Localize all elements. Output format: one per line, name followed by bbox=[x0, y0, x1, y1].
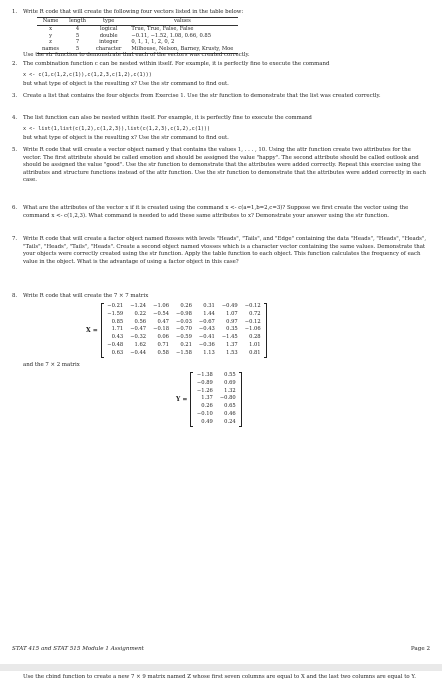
table-cell: y bbox=[49, 32, 53, 39]
matrix-cell: −1.24 bbox=[130, 303, 147, 309]
matrix-cell: 0.71 bbox=[157, 341, 169, 348]
question-number: 7. bbox=[12, 236, 18, 242]
matrix-cell: 1.07 bbox=[226, 310, 238, 317]
matrix-cell: 0.81 bbox=[249, 349, 261, 356]
right-bracket bbox=[239, 372, 242, 427]
table-cell: 7 bbox=[75, 39, 80, 46]
page-footer bbox=[12, 646, 430, 652]
matrix-cell: −1.06 bbox=[153, 303, 169, 309]
table-cell: names bbox=[37, 46, 64, 53]
matrix-y bbox=[176, 372, 242, 427]
question-4 bbox=[12, 115, 428, 143]
matrix-cell: 0.85 bbox=[111, 318, 124, 325]
matrix-cell: 0.43 bbox=[111, 334, 124, 341]
question-text: The list function can also be nested within itself. For example, it is perfectly fine to execute the command bbox=[23, 115, 312, 121]
question-number: 2. bbox=[12, 61, 18, 67]
matrix-row bbox=[193, 395, 239, 403]
matrix-x bbox=[86, 303, 267, 358]
question-1 bbox=[12, 9, 428, 17]
question-number: 1. bbox=[12, 9, 18, 15]
vector-table bbox=[37, 17, 238, 54]
question-number: 8. bbox=[12, 293, 18, 299]
matrix-cell: 0.47 bbox=[157, 318, 169, 325]
matrix-cell: −0.98 bbox=[176, 310, 192, 317]
matrix-cell: 1.32 bbox=[224, 387, 236, 394]
matrix-cell: −1.58 bbox=[176, 349, 192, 356]
code-snippet: x <- c(1,c(1,2,c(1)),c(1,2,3,c(1,2),c(1))) bbox=[23, 71, 152, 78]
question-8 bbox=[12, 293, 428, 301]
question-text: Write R code that will create the following four vectors listed in the table below: bbox=[23, 9, 244, 15]
question-text: Create a list that contains the four objects from Exercise 1. Use the str function to demonstrate that the list was created correctly. bbox=[23, 93, 381, 99]
page-2 bbox=[0, 671, 442, 700]
table-cell: integer bbox=[99, 39, 119, 46]
matrix-cell: 1.44 bbox=[203, 310, 215, 317]
table-cell: z bbox=[49, 39, 52, 46]
matrix-cell: −0.80 bbox=[219, 395, 236, 402]
matrix-row bbox=[104, 319, 264, 327]
matrix-cell: −1.59 bbox=[107, 310, 124, 317]
matrix-cell: −0.32 bbox=[130, 334, 147, 341]
table-cell: Milhouse, Nelson, Barney, Krusty, Moe bbox=[126, 46, 238, 53]
matrix-cell: 0.65 bbox=[224, 403, 236, 410]
table-cell: 5 bbox=[64, 46, 91, 53]
question-8-y-intro bbox=[12, 362, 428, 370]
matrix-row bbox=[193, 380, 239, 388]
table-row bbox=[37, 33, 238, 40]
matrix-cell: 0.49 bbox=[201, 418, 213, 425]
matrix-row bbox=[193, 411, 239, 419]
table-header-row bbox=[37, 18, 238, 26]
matrix-cell: 0.55 bbox=[224, 372, 236, 378]
matrix-cell: −0.67 bbox=[198, 318, 215, 325]
question-number: 4. bbox=[12, 115, 18, 121]
question-number: 5. bbox=[12, 147, 18, 153]
question-text: Write R code that will create a factor object named ftosses with levels "Heads", "Tails", and "Edge" containing the data "Heads", "Heads", "Heads", "Tails", "Heads", "Tails", "Heads". Create a second object named vtosses which is a character vector containing the same values. Demonstrate that your objects were correctly created using the str function. Apply the table function to each object. This function calculates the frequency of each value in the object. What is the advantage of using a factor object in this case? bbox=[23, 236, 427, 265]
right-bracket bbox=[264, 303, 267, 358]
question-text: but what type of object is the resulting x? Use the str command to find out. bbox=[23, 135, 229, 142]
matrix-row bbox=[104, 342, 264, 350]
matrix-cell: 0.56 bbox=[134, 318, 147, 325]
table-cell: logical bbox=[99, 25, 118, 32]
matrix-row bbox=[104, 311, 264, 319]
matrix-cell: −0.12 bbox=[244, 318, 261, 325]
question-9 bbox=[12, 674, 428, 682]
matrix-row bbox=[104, 334, 264, 342]
matrix-cell: 0.63 bbox=[111, 349, 124, 356]
table-row bbox=[37, 25, 238, 32]
footer-page-number: Page 2 bbox=[410, 646, 430, 652]
matrix-cell: 1.62 bbox=[134, 341, 147, 348]
table-cell: 5 bbox=[75, 32, 80, 39]
question-number: 3. bbox=[12, 93, 18, 99]
question-text: Write R code that will create a vector object named y that contains the values 1, . . . , 10. Using the attr function create two attributes for the vector. The first attribute should be called emotion and should be assigned the value "happy". The second attribute should be called outlook and should be assigned the value "good". Use the str function to demonstrate that the attributes were added correctly. Repeat this exercise using the attributes and structure functions instead of the attr function. Use the str function to demonstrate that the attributes were added correctly in each case. bbox=[23, 147, 427, 184]
matrix-cell: −0.21 bbox=[107, 303, 124, 309]
matrix-cell: 0.26 bbox=[201, 403, 213, 410]
table-cell: character bbox=[91, 46, 126, 53]
matrix-cell: 0.97 bbox=[226, 318, 238, 325]
matrix-cell: −0.44 bbox=[130, 349, 147, 356]
matrix-cell: −1.45 bbox=[221, 334, 238, 341]
matrix-cell: −0.12 bbox=[244, 303, 261, 309]
matrix-cell: 0.35 bbox=[226, 326, 238, 333]
question-text: The combination function c can be nested within itself. For example, it is perfectly fine to execute the command bbox=[23, 61, 330, 67]
matrix-cell: 1.13 bbox=[203, 349, 215, 356]
question-number: 6. bbox=[12, 205, 18, 211]
table-cell: True, True, False, False bbox=[131, 25, 194, 32]
matrix-x-table bbox=[104, 303, 264, 358]
matrix-row bbox=[193, 388, 239, 396]
question-text: What are the attributes of the vector x if it is created using the command x <- c(a=1,b=2,c=3)? Suppose we first create the vector using the command x <- c(1,2,3). What command is needed to add these same attributes to x? Demonstrate your answer using the str function. bbox=[23, 205, 409, 219]
matrix-row bbox=[104, 326, 264, 334]
matrix-cell: −1.26 bbox=[196, 387, 213, 394]
matrix-cell: 1.71 bbox=[111, 326, 124, 333]
table-cell: x bbox=[49, 25, 53, 32]
matrix-label: X = bbox=[86, 326, 98, 334]
matrix-cell: 0.22 bbox=[134, 310, 147, 317]
table-cell: double bbox=[99, 32, 118, 39]
matrix-y-table bbox=[193, 372, 239, 427]
question-text: Use the cbind function to create a new 7 × 9 matrix named Z whose first seven columns are equal to X and the last two columns are equal to Y. bbox=[23, 674, 416, 680]
question-text: Write R code that will create the 7 × 7 matrix bbox=[23, 293, 149, 299]
question-6 bbox=[12, 205, 428, 220]
matrix-cell: 0.69 bbox=[224, 379, 236, 386]
matrix-cell: −0.48 bbox=[107, 341, 124, 348]
matrix-cell: −0.41 bbox=[198, 334, 215, 341]
question-text: and the 7 × 2 matrix bbox=[23, 362, 80, 368]
matrix-cell: −0.59 bbox=[176, 334, 192, 341]
question-7 bbox=[12, 236, 428, 266]
matrix-cell: 1.37 bbox=[226, 341, 238, 348]
code-snippet: x <- list(1,list(c(1,2),c(1,2,3)),list(c(1,2,3),c(1,2),c(1))) bbox=[23, 125, 211, 132]
table-header: values bbox=[126, 18, 238, 26]
matrix-cell: −0.03 bbox=[176, 318, 192, 325]
matrix-cell: 0.21 bbox=[180, 341, 192, 348]
matrix-row bbox=[104, 303, 264, 311]
matrix-cell: −0.89 bbox=[196, 379, 213, 386]
matrix-cell: −0.70 bbox=[176, 326, 192, 333]
matrix-cell: 1.37 bbox=[201, 395, 213, 402]
table-cell: 0, 1, 1, 1, 2, 0, 2 bbox=[131, 39, 175, 46]
matrix-cell: 0.31 bbox=[203, 303, 215, 309]
matrix-cell: −0.49 bbox=[221, 303, 238, 309]
question-text: but what type of object is the resulting x? Use the str command to find out. bbox=[23, 81, 229, 88]
matrix-cell: 1.01 bbox=[249, 341, 261, 348]
matrix-cell: 0.46 bbox=[224, 410, 236, 417]
table-header: length bbox=[64, 18, 91, 26]
matrix-cell: 0.06 bbox=[157, 334, 169, 341]
question-3 bbox=[12, 93, 428, 101]
matrix-cell: −0.54 bbox=[153, 310, 169, 317]
table-header: Name bbox=[37, 18, 64, 26]
matrix-cell: 0.58 bbox=[157, 349, 169, 356]
table-cell: −0.11, −1.52, 1.08, 0.66, 0.85 bbox=[131, 32, 212, 39]
question-2 bbox=[12, 61, 428, 89]
matrix-label: Y = bbox=[176, 395, 188, 403]
matrix-cell: −0.43 bbox=[198, 326, 215, 333]
matrix-row bbox=[193, 403, 239, 411]
question-5 bbox=[12, 147, 428, 185]
matrix-cell: 0.26 bbox=[180, 303, 192, 309]
matrix-row bbox=[193, 372, 239, 380]
matrix-cell: 1.53 bbox=[226, 349, 238, 356]
question-1-followup: Use the str function to demonstrate that each of the vectors was created correctly. bbox=[23, 52, 250, 58]
matrix-cell: −0.18 bbox=[153, 326, 169, 333]
table-row bbox=[37, 39, 238, 46]
matrix-row bbox=[193, 419, 239, 427]
matrix-cell: 0.28 bbox=[249, 334, 261, 341]
table-header: type bbox=[91, 18, 126, 26]
table-cell: 4 bbox=[75, 25, 80, 32]
matrix-cell: −1.06 bbox=[244, 326, 261, 333]
matrix-cell: 0.72 bbox=[249, 310, 261, 317]
footer-course: STAT 415 and STAT 515 Module 1 Assignment bbox=[12, 646, 144, 652]
matrix-cell: −0.47 bbox=[130, 326, 147, 333]
matrix-cell: −0.36 bbox=[198, 341, 215, 348]
matrix-cell: −1.38 bbox=[196, 372, 213, 378]
matrix-row bbox=[104, 350, 264, 358]
matrix-cell: −0.10 bbox=[196, 410, 213, 417]
matrix-cell: 0.24 bbox=[224, 418, 236, 425]
